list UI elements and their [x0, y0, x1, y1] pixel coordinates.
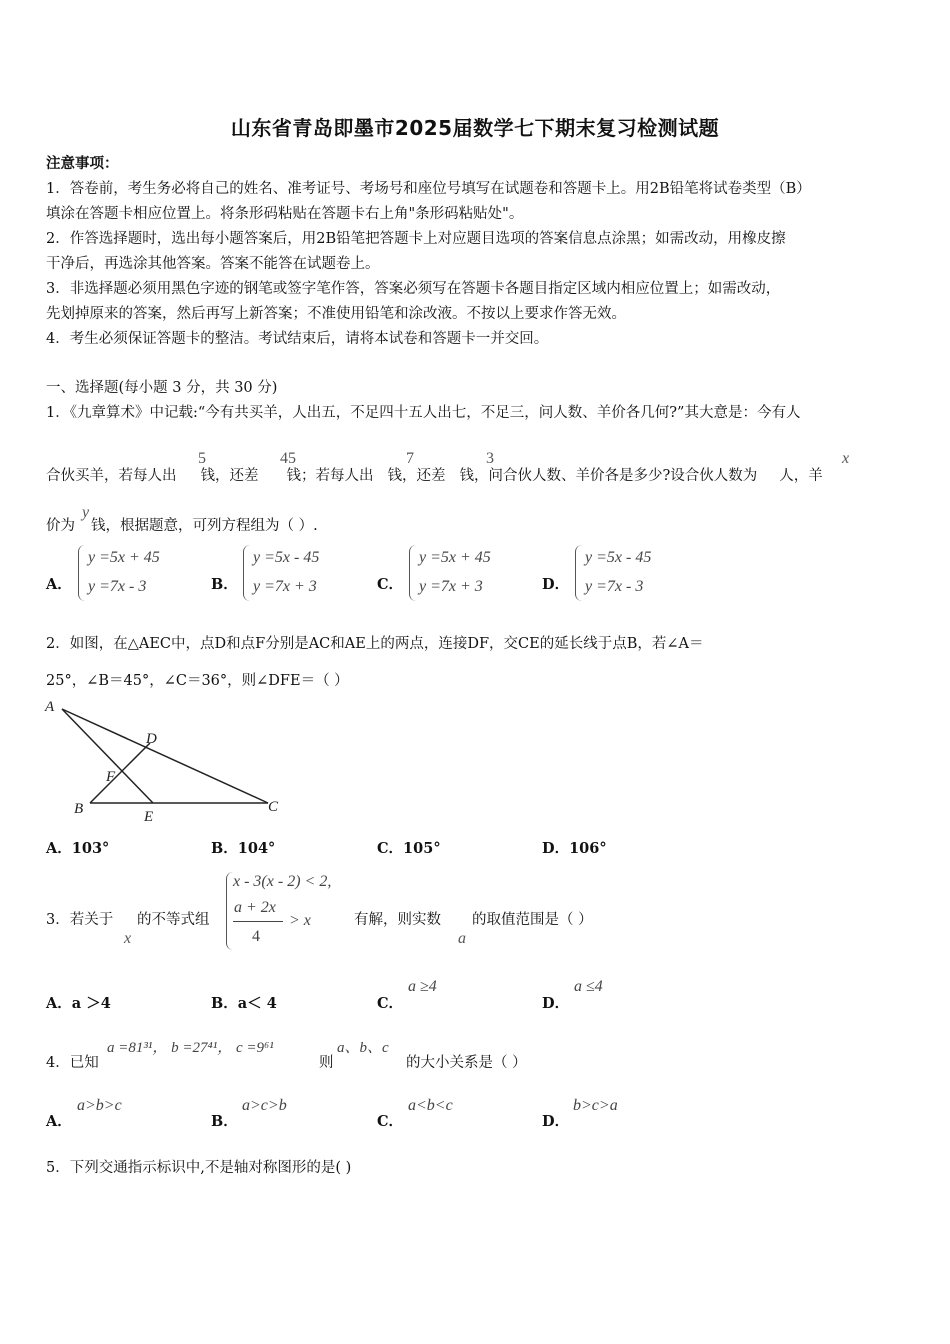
q3-gt-x: > x: [289, 912, 311, 929]
q3-fraction-bar: [233, 921, 283, 922]
q4-text-1: 4．已知: [46, 1055, 99, 1071]
q4-option-a-label[interactable]: A．: [46, 1113, 72, 1130]
q3-option-b[interactable]: B．a＜ 4: [211, 995, 277, 1012]
page-title: 山东省青岛即墨市2025届数学七下期末复习检测试题: [230, 116, 720, 140]
q2-option-c[interactable]: C．105°: [377, 840, 441, 857]
q1-option-c-brace: [409, 545, 416, 601]
q1-num-5: 5: [198, 450, 206, 467]
q3-option-d-text: a ≤4: [574, 978, 603, 995]
q3-numerator: a + 2x: [234, 899, 276, 916]
q1-option-b-brace: [243, 545, 250, 601]
q4-option-c-text: a<b<c: [408, 1097, 453, 1114]
notice-line-2: 填涂在答题卡相应位置上。将条形码粘贴在答题卡右上角"条形码粘贴处"。: [46, 206, 524, 222]
segment-ac: [62, 709, 268, 803]
q4-variables: a、b、c: [337, 1040, 389, 1056]
q4-option-d-text: b>c>a: [573, 1097, 618, 1114]
q1-var-y: y: [82, 504, 90, 521]
notice-line-3: 2．作答选择题时，选出每小题答案后，用2B铅笔把答题卡上对应题目选项的答案信息点涂黑；如需改动，用橡皮擦: [46, 231, 786, 247]
q1-option-c-system: y =5x + 45 y =7x + 3: [419, 549, 491, 595]
q4-text-3: 的大小关系是（ ）: [406, 1055, 527, 1071]
q1-option-a-system: y =5x + 45 y =7x - 3: [88, 549, 160, 595]
q1-option-d-label[interactable]: D．: [542, 576, 570, 593]
segment-ae: [62, 709, 153, 803]
q3-option-d-label[interactable]: D．: [542, 995, 570, 1012]
q1-var-x: x: [842, 450, 850, 467]
notice-heading: 注意事项：: [46, 155, 119, 172]
notice-line-5: 3．非选择题必须用黑色字迹的钢笔或签字笔作答，答案必须写在答题卡各题目指定区域内相应位置上；如需改动，: [46, 281, 781, 297]
q5-line-1: 5．下列交通指示标识中,不是轴对称图形的是( ): [46, 1160, 352, 1176]
q4-option-b-text: a>c>b: [242, 1097, 287, 1114]
q1-text-d: 钱，还差: [387, 468, 446, 484]
q1-text-f: 人，羊: [779, 468, 823, 484]
q1-option-b-label[interactable]: B．: [211, 576, 238, 593]
q1-text-b: 钱，还差: [200, 468, 259, 484]
q4-option-d-label[interactable]: D．: [542, 1113, 570, 1130]
q4-option-b-label[interactable]: B．: [211, 1113, 238, 1130]
notice-line-4: 干净后，再选涂其他答案。答案不能答在试题卷上。: [46, 256, 380, 272]
q1-text-e: 钱，问合伙人数、羊价各是多少?设合伙人数为: [459, 468, 758, 484]
q4-expression: a =81³¹， b =27⁴¹， c =9⁶¹: [107, 1040, 274, 1056]
q1-num-7: 7: [406, 450, 414, 467]
notice-line-7: 4．考生必须保证答题卡的整洁。考试结束后，请将本试卷和答题卡一并交回。: [46, 331, 549, 347]
q2-option-b[interactable]: B．104°: [211, 840, 276, 857]
q3-text-2: 的不等式组: [137, 912, 210, 928]
q3-text-1: 3．若关于: [46, 912, 114, 928]
label-d: D: [146, 731, 157, 747]
q3-option-c-text: a ≥4: [408, 978, 437, 995]
q1-option-a-label[interactable]: A．: [46, 576, 72, 593]
q1-line-2: [46, 464, 823, 485]
q1-option-b-system: y =5x - 45 y =7x + 3: [253, 549, 320, 595]
q3-var-a: a: [458, 930, 466, 947]
q1-text-h: 钱，根据题意，可列方程组为（ ）.: [91, 518, 318, 534]
notice-line-1: 1．答卷前，考生务必将自己的姓名、准考证号、考场号和座位号填写在试题卷和答题卡上。用2B铅笔将试卷类型（B）: [46, 181, 811, 197]
section-heading: 一、选择题(每小题 3 分，共 30 分): [46, 380, 278, 396]
q3-brace: [226, 872, 233, 950]
q4-option-c-label[interactable]: C．: [377, 1113, 404, 1130]
label-b: B: [74, 801, 84, 817]
q4-text-2: 则: [319, 1055, 334, 1071]
q1-text-c: 钱；若每人出: [286, 468, 374, 484]
q2-option-d[interactable]: D．106°: [542, 840, 607, 857]
label-e: E: [144, 809, 154, 825]
label-f: F: [106, 769, 116, 785]
q2-line-1: 2．如图，在△AEC中，点D和点F分别是AC和AE上的两点，连接DF，交CE的延长线于点B，若∠A＝: [46, 636, 704, 652]
q1-line-1: 1．《九章算术》中记载:“今有共买羊，人出五，不足四十五人出七，不足三，问人数、羊价各几何?”其大意是：今有人: [46, 405, 801, 421]
q1-num-3: 3: [486, 450, 494, 467]
q1-option-d-brace: [575, 545, 582, 601]
q3-text-3: 有解，则实数: [354, 912, 441, 928]
segment-bd: [90, 743, 150, 803]
q3-denominator: 4: [252, 928, 260, 945]
q4-option-a-text: a>b>c: [77, 1097, 122, 1114]
q1-text-g: 价为: [46, 518, 75, 534]
notice-line-6: 先划掉原来的答案，然后再写上新答案；不准使用铅笔和涂改液。不按以上要求作答无效。: [46, 306, 626, 322]
q3-option-c-label[interactable]: C．: [377, 995, 404, 1012]
label-a: A: [45, 699, 55, 715]
q3-var-x: x: [124, 930, 132, 947]
q2-line-2: 25°，∠B＝45°，∠C＝36°，则∠DFE＝（ ）: [46, 673, 349, 689]
q2-option-a[interactable]: A．103°: [46, 840, 110, 857]
q3-text-4: 的取值范围是（ ）: [472, 912, 593, 928]
q1-option-a-brace: [78, 545, 85, 601]
q1-text-a: 合伙买羊，若每人出: [46, 468, 177, 484]
label-c: C: [268, 799, 279, 815]
q1-num-45: 45: [280, 450, 296, 467]
q1-option-d-system: y =5x - 45 y =7x - 3: [585, 549, 652, 595]
q2-triangle-figure: [40, 695, 290, 825]
q3-option-a[interactable]: A．a ＞4: [46, 995, 111, 1012]
q3-ineq-1: x - 3(x - 2) < 2,: [233, 873, 332, 890]
q1-option-c-label[interactable]: C．: [377, 576, 404, 593]
